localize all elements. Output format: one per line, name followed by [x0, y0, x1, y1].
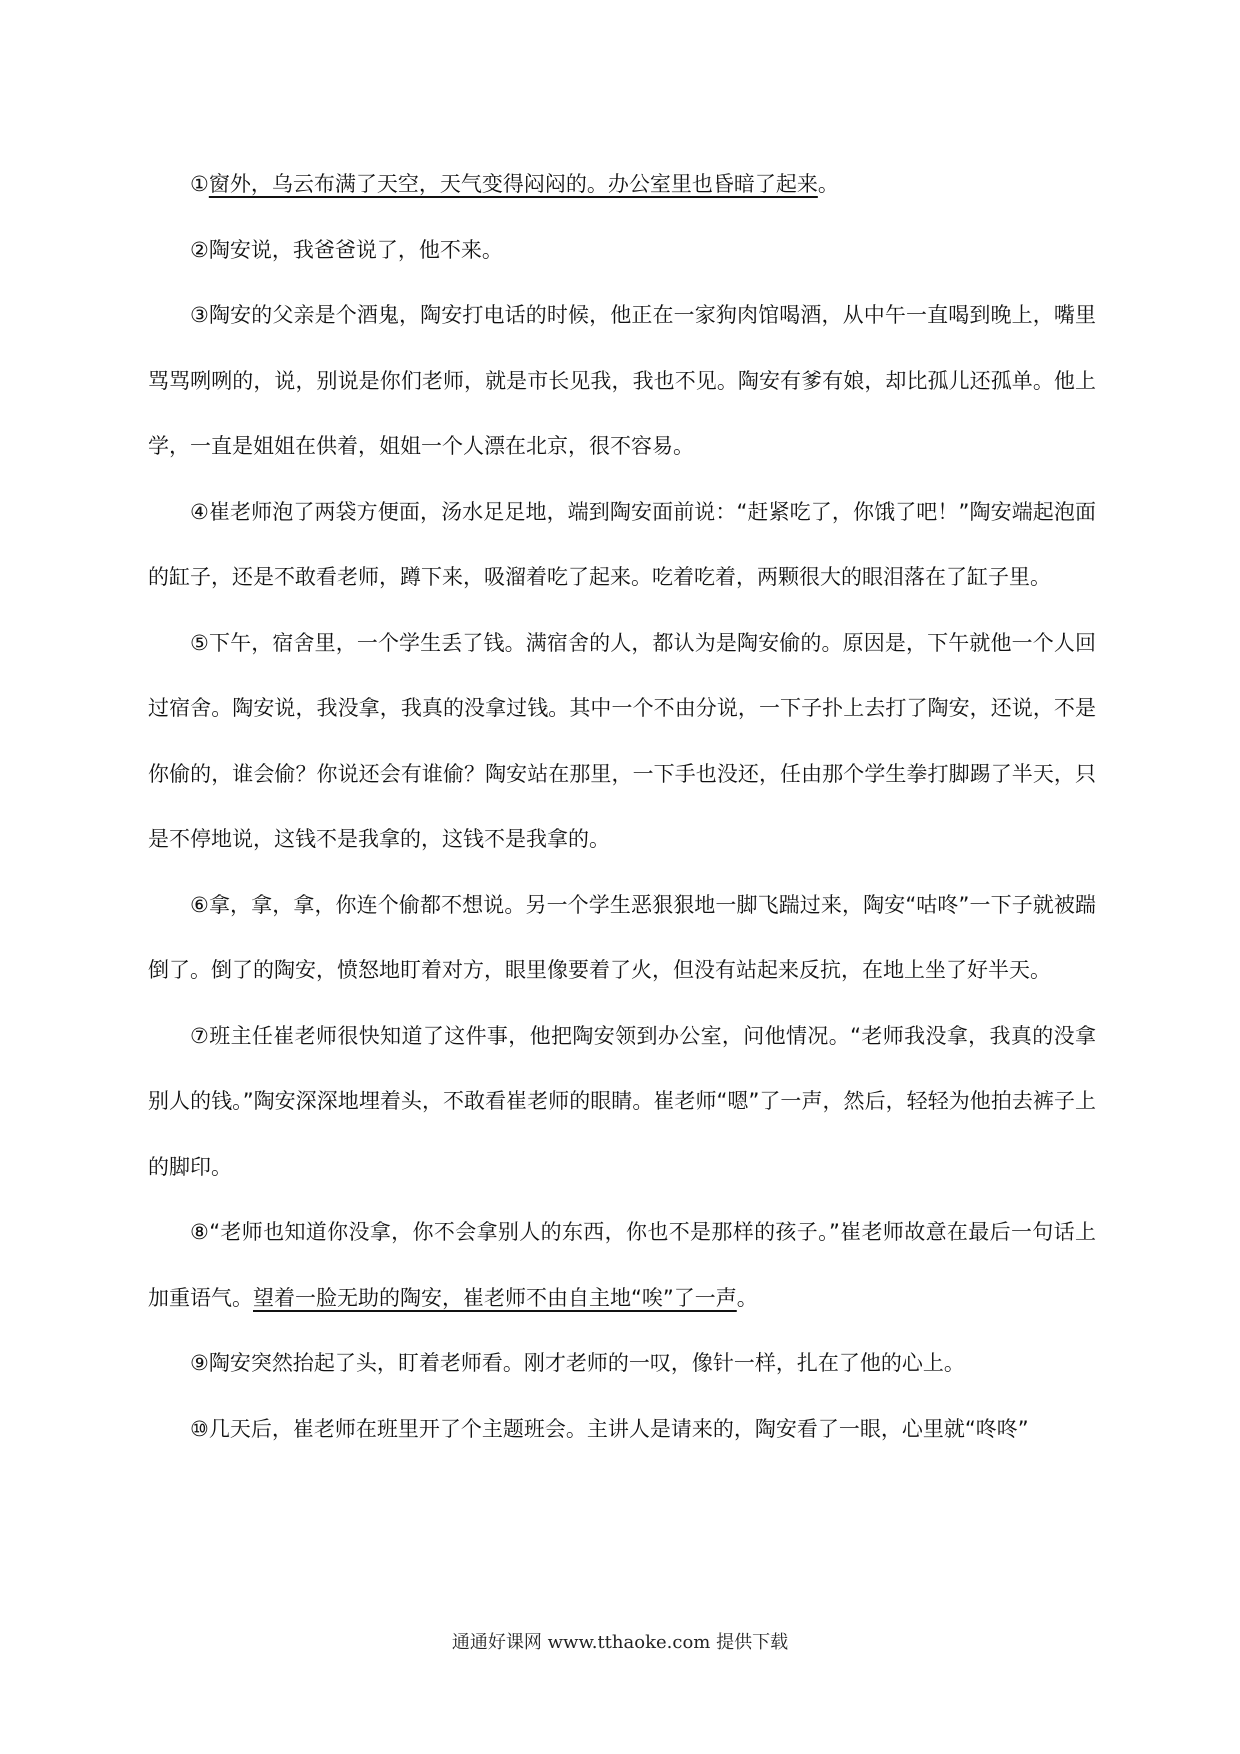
underlined-sentence: 望着一脸无助的陶安，崔老师不由自主地“唉”了一声	[253, 1285, 737, 1310]
paragraph-text: 陶安的父亲是个酒鬼，陶安打电话的时候，他正在一家狗肉馆喝酒，从中午一直喝到晚上，嘴里骂骂咧咧的，说，别说是你们老师，就是市长见我，我也不见。陶安有爹有娘，却比孤儿还孤单。他上学，一直是姐姐在供着，姐姐一个人漂在北京，很不容易。	[148, 303, 1096, 458]
paragraph-text: 。	[817, 172, 839, 196]
paragraph-marker: ⑧	[190, 1220, 210, 1244]
paragraph-marker: ⑤	[190, 630, 209, 655]
paragraph-marker: ⑥	[190, 892, 209, 917]
paragraph-10	[148, 1397, 1096, 1463]
paragraph-8	[148, 1200, 1096, 1331]
paragraph-9	[148, 1331, 1096, 1397]
paragraph-text: 陶安突然抬起了头，盯着老师看。刚才老师的一叹，像针一样，扎在了他的心上。	[208, 1351, 965, 1375]
paragraph-marker: ③	[190, 303, 209, 327]
paragraph-1	[148, 152, 1096, 218]
article-body	[148, 152, 1096, 1462]
paragraph-text: 拿，拿，拿，你连个偷都不想说。另一个学生恶狠狠地一脚飞踹过来，陶安“咕咚”一下子就被踹倒了。倒了的陶安，愤怒地盯着对方，眼里像要着了火，但没有站起来反抗，在地上坐了好半天。	[148, 892, 1096, 982]
paragraph-marker: ⑦	[190, 1023, 210, 1048]
paragraph-text: 陶安说，我爸爸说了，他不来。	[208, 237, 503, 262]
paragraph-marker: ①	[190, 172, 209, 196]
paragraph-text: 班主任崔老师很快知道了这件事，他把陶安领到办公室，问他情况。“老师我没拿，我真的没拿别人的钱。”陶安深深地埋着头，不敢看崔老师的眼睛。崔老师“嗯”了一声，然后，轻轻为他拍去裤子上的脚印。	[148, 1023, 1096, 1179]
paragraph-marker: ⑩	[190, 1416, 209, 1441]
paragraph-text: “老师也知道你没拿，你不会拿别人的东西，你也不是那样的孩子。”崔老师故意在最后一句话上加重语气。	[148, 1220, 1097, 1310]
paragraph-text: 下午，宿舍里，一个学生丢了钱。满宿舍的人，都认为是陶安偷的。原因是，下午就他一个人回过宿舍。陶安说，我没拿，我真的没拿过钱。其中一个不由分说，一下子扑上去打了陶安，还说，不是你偷的，谁会偷？你说还会有谁偷？陶安站在那里，一下手也没还，任由那个学生拳打脚踢了半天，只是不停地说，这钱不是我拿的，这钱不是我拿的。	[148, 630, 1096, 851]
paragraph-marker: ⑨	[190, 1351, 209, 1375]
paragraph-text: 崔老师泡了两袋方便面，汤水足足地，端到陶安面前说：“赶紧吃了，你饿了吧！”陶安端起泡面的缸子，还是不敢看老师，蹲下来，吸溜着吃了起来。吃着吃着，两颗很大的眼泪落在了缸子里。	[148, 499, 1096, 589]
paragraph-marker: ②	[190, 237, 209, 262]
paragraph-4	[148, 480, 1096, 611]
page-footer: 通通好课网 www.tthaoke.com 提供下载	[451, 1632, 789, 1653]
paragraph-3	[148, 283, 1096, 480]
paragraph-text: 。	[736, 1285, 758, 1310]
paragraph-text: 几天后，崔老师在班里开了个主题班会。主讲人是请来的，陶安看了一眼，心里就“咚咚”	[208, 1416, 1029, 1441]
paragraph-6	[148, 873, 1096, 1004]
paragraph-7	[148, 1004, 1096, 1201]
underlined-sentence: 窗外，乌云布满了天空，天气变得闷闷的。办公室里也昏暗了起来	[208, 172, 818, 196]
paragraph-5	[148, 611, 1096, 873]
paragraph-2	[148, 218, 1096, 284]
paragraph-marker: ④	[190, 499, 209, 524]
